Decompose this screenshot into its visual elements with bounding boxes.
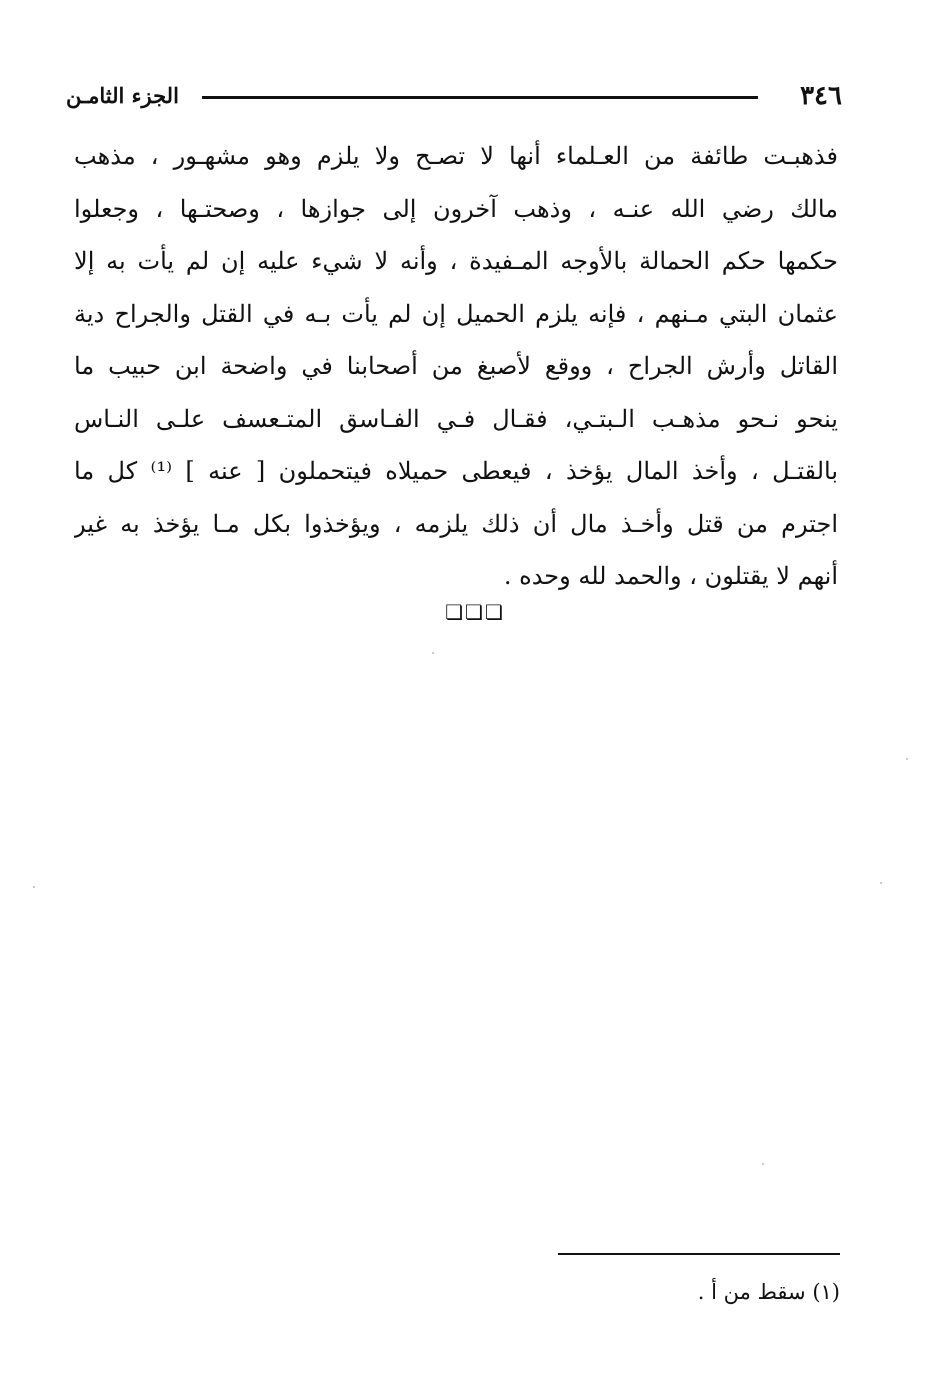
- scan-speck: [33, 886, 35, 888]
- header-rule: [202, 96, 758, 99]
- running-title: الجزء الثامـن: [66, 83, 179, 108]
- text-line-8: اجترم من قتل وأخـذ مال أن ذلك يلزمه ، ويؤخذوا بكل مـا يؤخذ به غير: [74, 509, 838, 538]
- section-end-ornament: ❏❏❏: [445, 600, 505, 624]
- page-header: [66, 76, 842, 116]
- text-line-4: عثمان البتي مـنهم ، فإنه يلزم الحميل إن لم يأت بـه في القتل والجراح دية: [74, 299, 838, 328]
- text-line-9: أنهم لا يقتلون ، والحمد لله وحده .: [503, 562, 838, 590]
- page-number: ٣٤٦: [800, 81, 842, 111]
- text-line-7: بالقتـل ، وأخذ المال يؤخذ ، فيعطى حميلاه فيتحملون [ عنه ] ⁽¹⁾ كل ما: [74, 457, 838, 485]
- scan-speck: [880, 882, 882, 884]
- scan-speck: [906, 758, 908, 760]
- scan-speck: [762, 1163, 764, 1165]
- text-line-2: مالك رضي الله عنـه ، وذهب آخرون إلى جوازها ، وصحتـها ، وجعلوا: [74, 194, 838, 223]
- text-line-3: حكمها حكم الحمالة بالأوجه المـفيدة ، وأنه لا شيء عليه إن لم يأت به إلا: [74, 247, 838, 275]
- scan-speck: [432, 652, 434, 654]
- text-line-1: فذهبـت طائفة من العـلماء أنها لا تصـح ولا يلزم وهو مشهـور ، مذهب: [74, 142, 838, 170]
- body-text: [74, 130, 838, 603]
- footnote-1: (١) سقط من أ .: [697, 1280, 840, 1304]
- text-line-6: ينحو نـحو مذهـب الـبتـي، فقـال فـي الفـاسق المتـعسف علـى النـاس: [74, 404, 838, 433]
- text-line-5: القاتل وأرش الجراح ، ووقع لأصبغ من أصحابنا في واضحة ابن حبيب ما: [74, 352, 838, 380]
- footnote-rule: [558, 1253, 840, 1255]
